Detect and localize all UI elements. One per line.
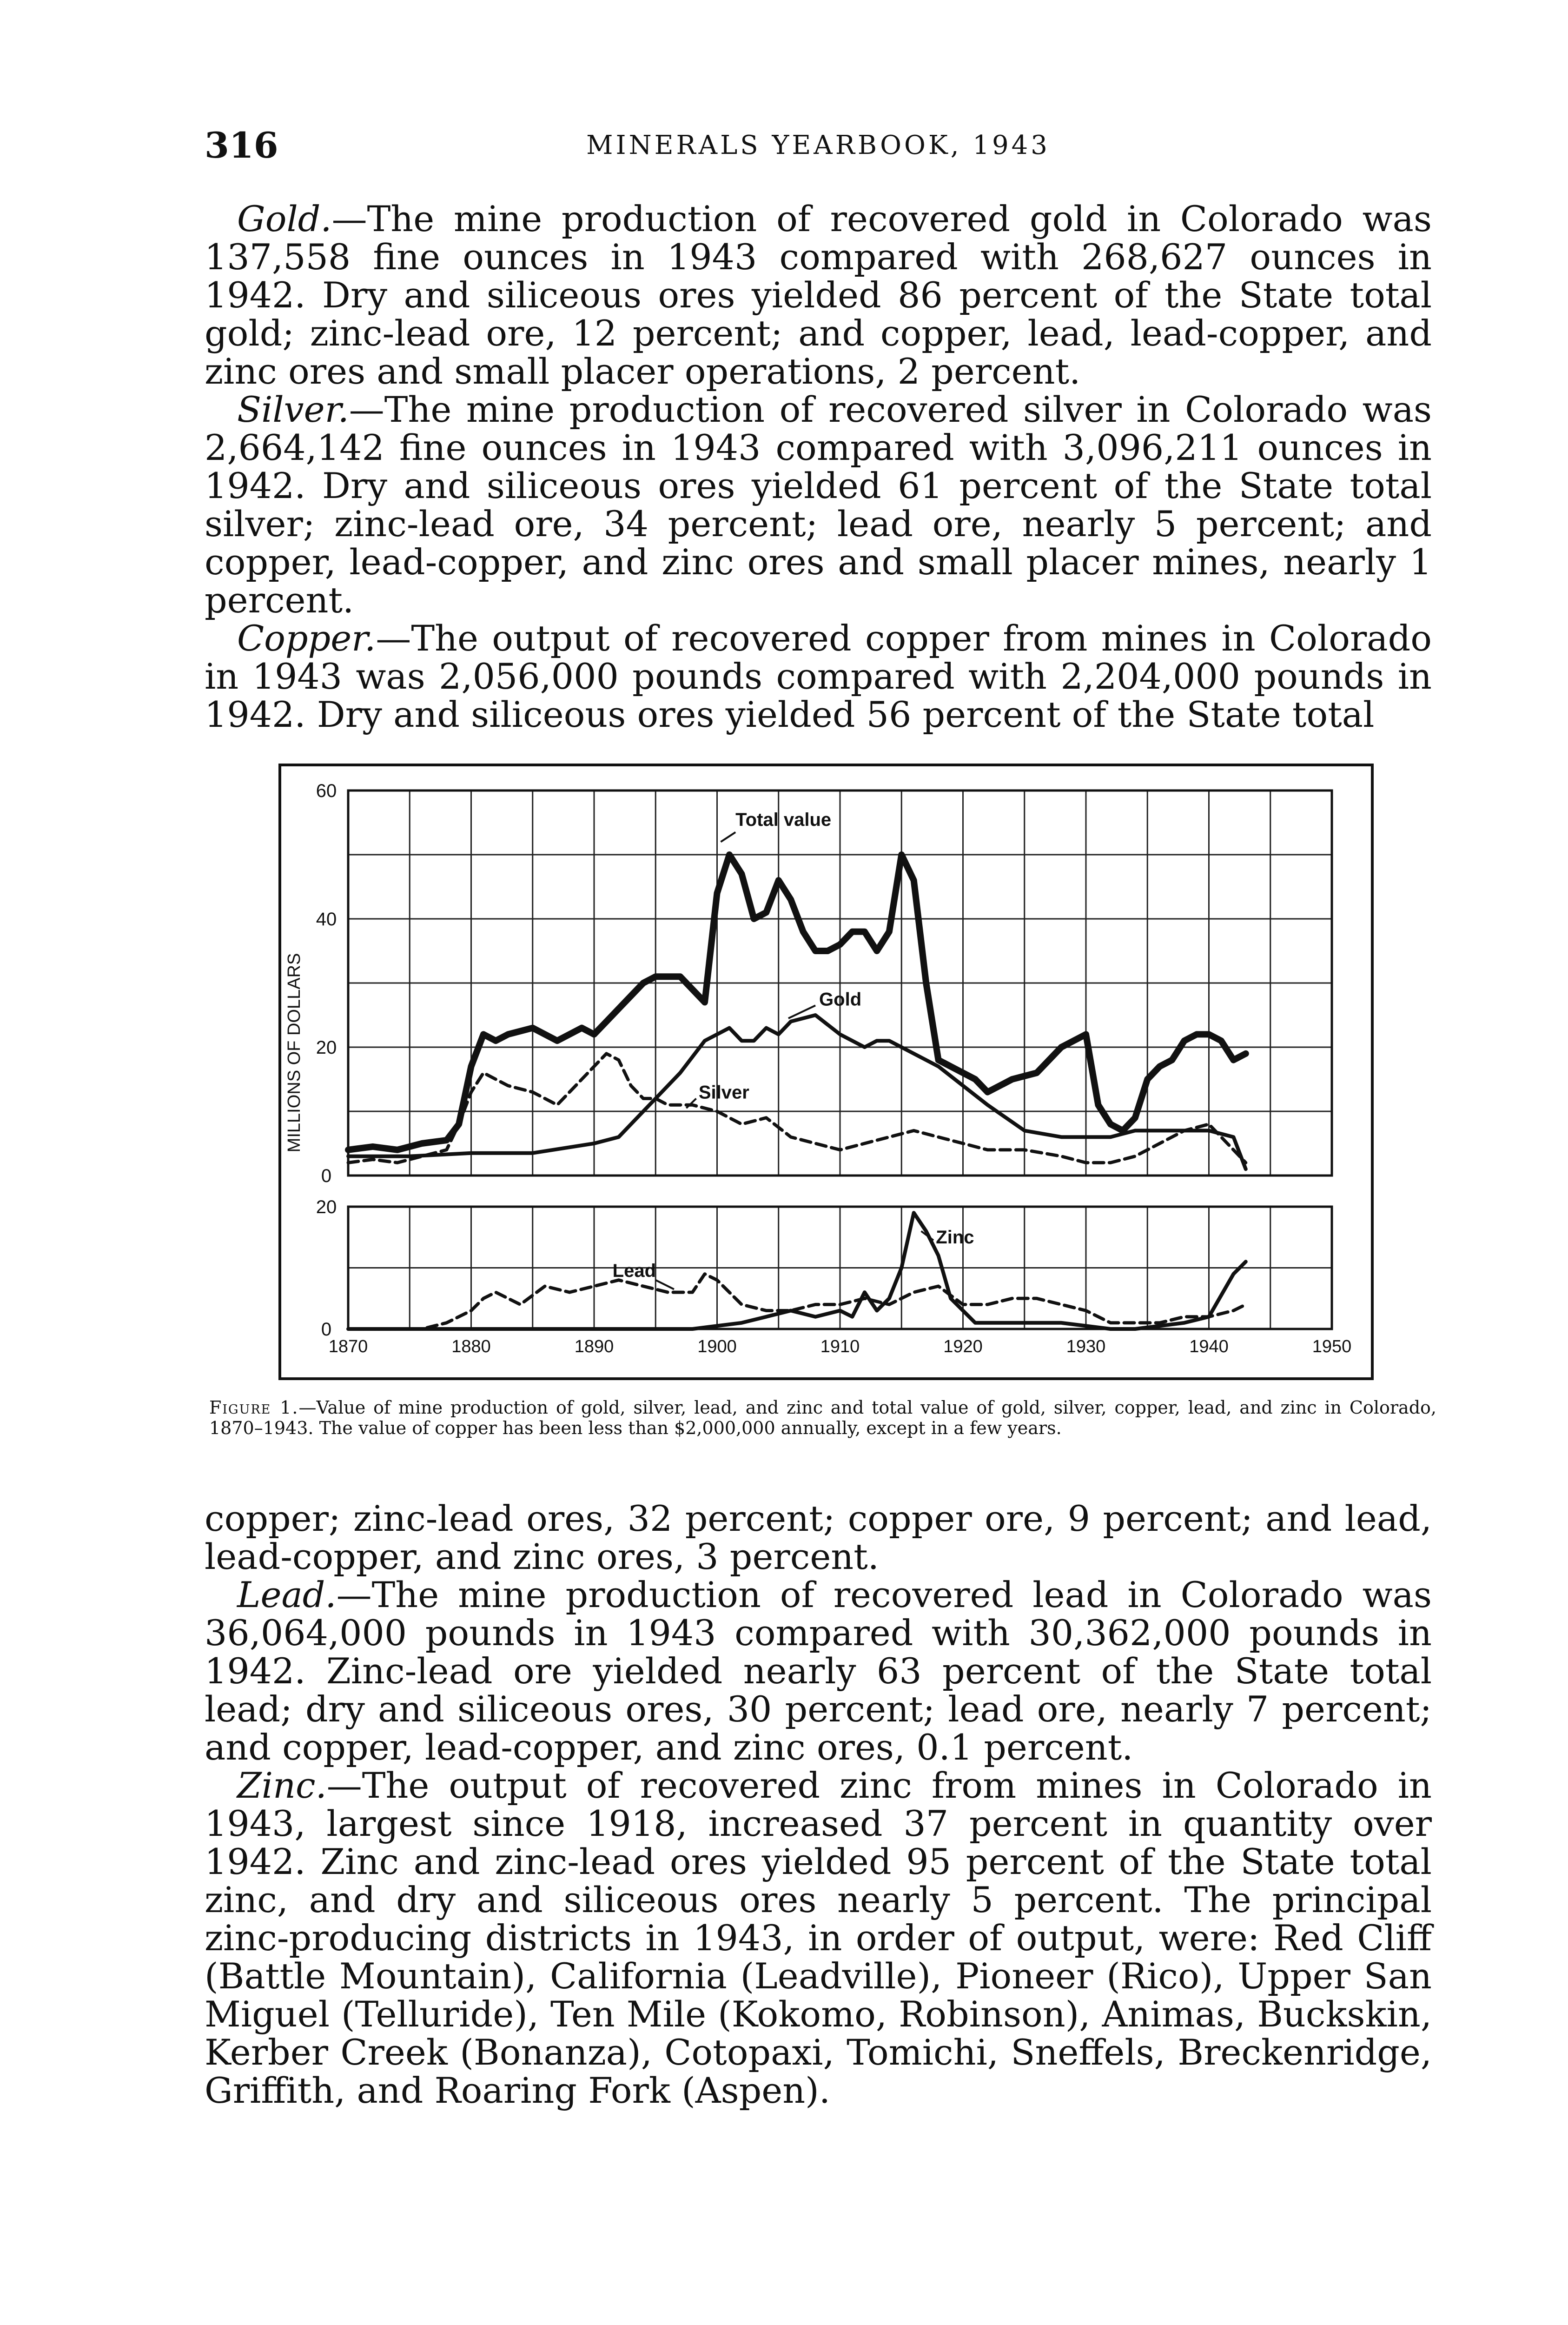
x-tick-label: 1900 bbox=[697, 1337, 737, 1356]
page-number: 316 bbox=[205, 125, 278, 166]
lower-y-tick-label: 20 bbox=[316, 1197, 337, 1217]
series-line-zinc bbox=[348, 1213, 1246, 1329]
series-line-silver bbox=[348, 1054, 1246, 1163]
lead-heading: Lead. bbox=[237, 1574, 337, 1615]
paragraph-copper bbox=[205, 619, 1432, 734]
paragraph-copper-continued: copper; zinc-lead ores, 32 percent; copper ore, 9 percent; and lead, lead-copper, and zinc ores, 3 percent. bbox=[205, 1498, 1432, 1577]
silver-heading: Silver. bbox=[237, 389, 349, 430]
zinc-body: —The output of recovered zinc from mines in Colorado in 1943, largest since 1918, increased 37 percent in quantity over 1942. Zinc and zinc-lead ores yielded 95 percent of the State total zinc, and dry and siliceous ores nearly 5 percent. The principal zinc-producing districts in 1943, in order of output, were: Red Cliff (Battle Mountain), California (Leadville), Pioneer (Rico), Upper San Miguel (Telluride), Ten Mile (Kokomo, Robinson), Animas, Buckskin, Kerber Creek (Bonanza), Cotopaxi, Tomichi, Sneffels, Breckenridge, Griffith, and Roaring Fork (Aspen). bbox=[205, 1765, 1432, 2111]
chart-svg bbox=[278, 763, 1375, 1381]
upper-y-tick-label: 60 bbox=[316, 781, 337, 801]
label-lead-leader bbox=[655, 1280, 674, 1289]
x-tick-label: 1920 bbox=[943, 1337, 983, 1356]
page-header bbox=[205, 125, 1432, 180]
copper-body: —The output of recovered copper from mines in Colorado in 1943 was 2,056,000 pounds compared with 2,204,000 pounds in 1942. Dry and siliceous ores yielded 56 percent of the State total bbox=[205, 618, 1432, 735]
gold-body: —The mine production of recovered gold in Colorado was 137,558 fine ounces in 1943 compared with 268,627 ounces in 1942. Dry and siliceous ores yielded 86 percent of the State total gold; zinc-lead ore, 12 percent; and copper, lead, lead-copper, and zinc ores and small placer operations, 2 percent. bbox=[205, 198, 1432, 392]
x-tick-label: 1950 bbox=[1312, 1337, 1352, 1356]
paragraph-lead bbox=[205, 1576, 1432, 1767]
paragraph-gold bbox=[205, 200, 1432, 391]
text-block-bottom bbox=[205, 1500, 1432, 2110]
paragraph-silver bbox=[205, 391, 1432, 619]
text-block-top bbox=[205, 200, 1432, 734]
label-gold: Gold bbox=[819, 989, 862, 1010]
caption-label: Figure 1. bbox=[209, 1397, 299, 1418]
label-total-value-leader bbox=[721, 832, 735, 842]
caption-text: —Value of mine production of gold, silver, lead, and zinc and total value of gold, silver, copper, lead, and zinc in Colorado, 1870–1943. The value of copper has been less than $2,000,000 annually, except in a few years. bbox=[209, 1397, 1436, 1438]
label-silver: Silver bbox=[698, 1082, 749, 1103]
series-line-lead bbox=[348, 1274, 1246, 1329]
zinc-heading: Zinc. bbox=[237, 1765, 327, 1806]
x-tick-label: 1930 bbox=[1066, 1337, 1106, 1356]
x-tick-label: 1910 bbox=[820, 1337, 860, 1356]
x-tick-label: 1940 bbox=[1189, 1337, 1229, 1356]
running-title: MINERALS YEARBOOK, 1943 bbox=[586, 130, 1050, 160]
figure-1-chart bbox=[278, 763, 1375, 1381]
series-line-total-value bbox=[348, 855, 1246, 1150]
gold-heading: Gold. bbox=[237, 198, 332, 239]
paragraph-zinc bbox=[205, 1767, 1432, 2110]
x-tick-label: 1870 bbox=[328, 1337, 368, 1356]
y-axis-label: MILLIONS OF DOLLARS bbox=[284, 953, 304, 1153]
lead-body: —The mine production of recovered lead in Colorado was 36,064,000 pounds in 1943 compared with 30,362,000 pounds in 1942. Zinc-lead ore yielded nearly 63 percent of the State total lead; dry and siliceous ores, 30 percent; lead ore, nearly 7 percent; and copper, lead-copper, and zinc ores, 0.1 percent. bbox=[205, 1574, 1432, 1768]
upper-y-tick-label: 40 bbox=[316, 909, 337, 930]
silver-body: —The mine production of recovered silver in Colorado was 2,664,142 fine ounces in 1943 compared with 3,096,211 ounces in 1942. Dry and siliceous ores yielded 61 percent of the State total silver; zinc-lead ore, 34 percent; lead ore, nearly 5 percent; and copper, lead-copper, and zinc ores and small placer mines, nearly 1 percent. bbox=[205, 389, 1432, 621]
upper-y-tick-label: 20 bbox=[316, 1037, 337, 1058]
x-tick-label: 1880 bbox=[451, 1337, 491, 1356]
label-zinc: Zinc bbox=[936, 1227, 974, 1248]
lower-y-tick-label: 0 bbox=[321, 1319, 332, 1340]
copper-heading: Copper. bbox=[237, 618, 376, 659]
figure-caption bbox=[209, 1397, 1436, 1438]
upper-y-tick-label: 0 bbox=[321, 1166, 332, 1186]
x-tick-label: 1890 bbox=[574, 1337, 614, 1356]
label-lead: Lead bbox=[612, 1261, 656, 1282]
label-total-value: Total value bbox=[735, 809, 832, 830]
